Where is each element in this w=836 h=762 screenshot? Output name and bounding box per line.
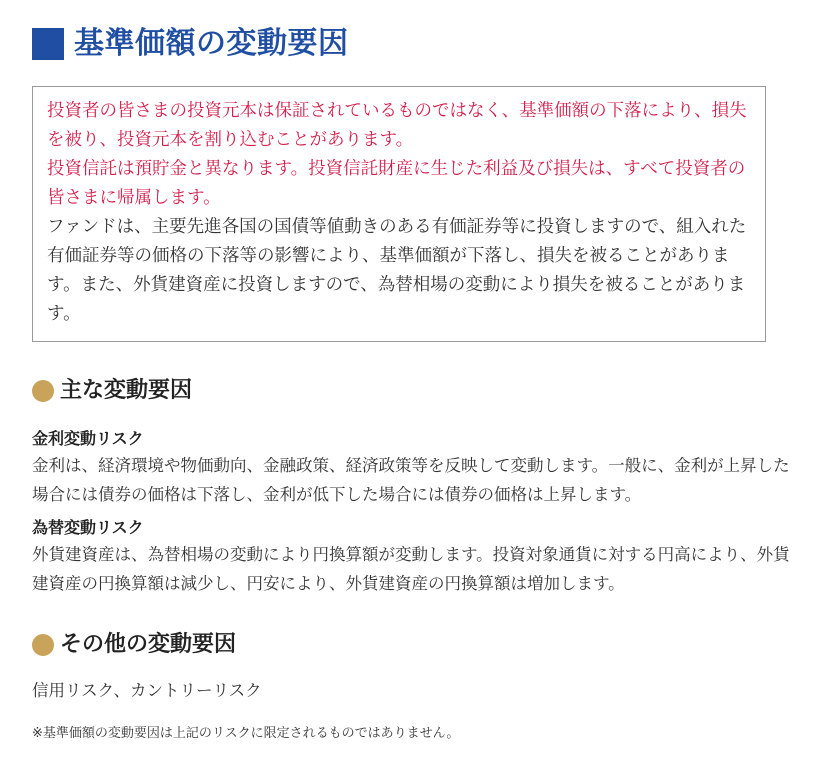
circle-bullet-icon — [32, 380, 54, 402]
circle-bullet-icon — [32, 634, 54, 656]
interest-rate-risk-text: 金利は、経済環境や物価動向、金融政策、経済政策等を反映して変動します。一般に、金利が上昇した場合には債券の価格は下落し、金利が低下した場合には債券の価格は上昇します。 — [32, 456, 790, 504]
main-factors-section-header — [32, 376, 192, 406]
risk-notice-box — [32, 86, 766, 342]
main-factors-heading: 主な変動要因 — [60, 378, 193, 403]
interest-rate-risk-title: 金利変動リスク — [32, 429, 144, 448]
other-factors-section-header — [32, 630, 236, 660]
notice-warning-1: 投資者の皆さまの投資元本は保証されているものではなく、基準価額の下落により、損失を被り、投資元本を割り込むことがあります。 — [47, 101, 747, 150]
fx-risk-text: 外貨建資産は、為替相場の変動により円換算額が変動します。投資対象通貨に対する円高により、外貨建資産の円換算額は減少し、円安により、外貨建資産の円換算額は増加します。 — [32, 545, 790, 593]
fx-risk-title: 為替変動リスク — [32, 518, 144, 537]
other-factors-heading: その他の変動要因 — [60, 632, 237, 657]
title-square-marker — [32, 28, 64, 60]
page-header — [32, 24, 349, 64]
other-factors-text: 信用リスク、カントリーリスク — [32, 681, 262, 700]
notice-warning-2: 投資信託は預貯金と異なります。投資信託財産に生じた利益及び損失は、すべて投資者の皆さまに帰属します。 — [47, 159, 746, 208]
footnote: ※基準価額の変動要因は上記のリスクに限定されるものではありません。 — [32, 726, 460, 741]
page-title: 基準価額の変動要因 — [74, 26, 349, 61]
notice-body: ファンドは、主要先進各国の国債等値動きのある有価証券等に投資しますので、組入れた有価証券等の価格の下落等の影響により、基準価額が下落し、損失を被ることがあります。また、外貨建資産に投資しますので、為替相場の変動により損失を被ることがあります。 — [47, 217, 747, 324]
